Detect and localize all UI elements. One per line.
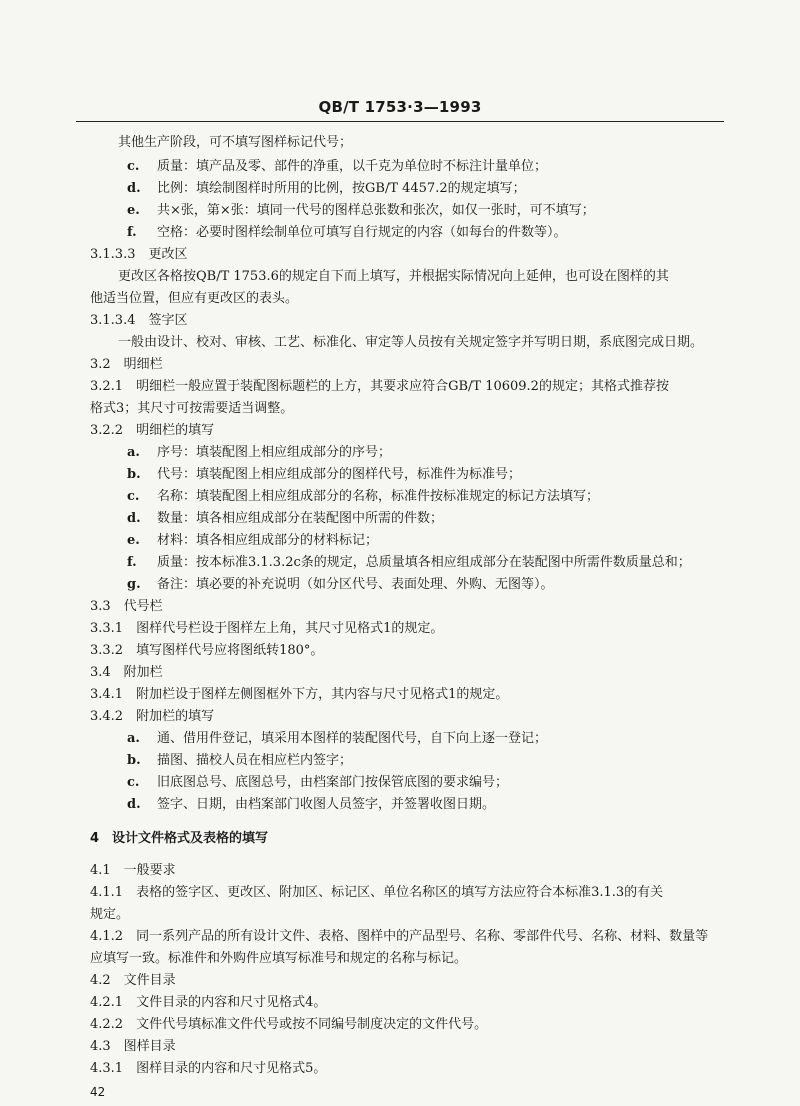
list-text: 比例：填绘制图样时所用的比例，按GB/T 4457.2的规定填写； <box>157 181 526 196</box>
list-label: e. <box>127 203 140 218</box>
list-text: 备注：填必要的补充说明（如分区代号、表面处理、外购、无图等）。 <box>157 577 554 592</box>
list-item <box>127 181 526 197</box>
list-text: 质量：填产品及零、部件的净重，以千克为单位时不标注计量单位； <box>157 159 548 174</box>
list-label: d. <box>127 797 141 812</box>
list-item <box>127 445 391 461</box>
paragraph-line: 一般由设计、校对、审核、工艺、标准化、审定等人员按有关规定签字并写明日期，系底图完成日期。 <box>118 335 704 350</box>
paragraph-line: 4.1.1 表格的签字区、更改区、附加区、标记区、单位名称区的填写方法应符合本标准3.1.3的有关 <box>90 885 664 900</box>
list-item <box>127 467 521 483</box>
text-line: 其他生产阶段，可不填写图样标记代号； <box>118 135 353 150</box>
list-label: f. <box>127 225 137 240</box>
list-text: 名称：填装配图上相应组成部分的名称，标准件按标准规定的标记方法填写； <box>157 489 600 504</box>
section-heading: 4.2 文件目录 <box>90 973 176 988</box>
list-text: 代号：填装配图上相应组成部分的图样代号，标准件为标准号； <box>157 467 522 482</box>
list-label: d. <box>127 511 141 526</box>
section-heading: 3.4 附加栏 <box>90 665 163 680</box>
header-rule <box>76 121 724 122</box>
list-item <box>127 775 508 791</box>
page-number: 42 <box>90 1085 106 1099</box>
paragraph-line: 格式3；其尺寸可按需要适当调整。 <box>90 401 294 416</box>
list-item <box>127 159 547 175</box>
list-label: c. <box>127 489 140 504</box>
list-label: b. <box>127 467 141 482</box>
list-text: 材料：填各相应组成部分的材料标记； <box>157 533 379 548</box>
list-item <box>127 489 599 505</box>
list-label: g. <box>127 577 141 592</box>
paragraph-line: 3.3.2 填写图样代号应将图纸转180°。 <box>90 643 324 658</box>
list-label: f. <box>127 555 137 570</box>
standard-code-header: QB/T 1753·3—1993 <box>318 98 482 116</box>
list-item <box>127 753 352 769</box>
list-label: b. <box>127 753 141 768</box>
list-label: a. <box>127 445 140 460</box>
list-item <box>127 731 547 747</box>
paragraph-line: 他适当位置，但应有更改区的表头。 <box>90 291 299 306</box>
paragraph-line: 4.2.2 文件代号填标准文件代号或按不同编号制度决定的文件代号。 <box>90 1017 488 1032</box>
section-heading: 3.4.2 附加栏的填写 <box>90 709 215 724</box>
chapter-heading: 4 设计文件格式及表格的填写 <box>90 831 269 846</box>
list-item <box>127 577 554 593</box>
paragraph-line: 4.2.1 文件目录的内容和尺寸见格式4。 <box>90 995 327 1010</box>
list-item <box>127 797 495 813</box>
list-label: c. <box>127 775 140 790</box>
section-heading: 3.2 明细栏 <box>90 357 163 372</box>
paragraph-line: 3.3.1 图样代号栏设于图样左上角，其尺寸见格式1的规定。 <box>90 621 444 636</box>
list-text: 空格：必要时图样绘制单位可填写自行规定的内容（如每台的件数等）。 <box>157 225 567 240</box>
section-heading: 3.3 代号栏 <box>90 599 163 614</box>
list-text: 通、借用件登记，填采用本图样的装配图代号，自下向上逐一登记； <box>157 731 548 746</box>
list-label: a. <box>127 731 140 746</box>
list-text: 数量：填各相应组成部分在装配图中所需的件数； <box>157 511 444 526</box>
list-text: 质量：按本标准3.1.3.2c条的规定，总质量填各相应组成部分在装配图中所需件数质量总和； <box>157 555 691 570</box>
list-text: 序号：填装配图上相应组成部分的序号； <box>157 445 392 460</box>
list-label: e. <box>127 533 140 548</box>
paragraph-line: 应填写一致。标准件和外购件应填写标准号和规定的名称与标记。 <box>90 951 468 966</box>
paragraph-line: 4.1.2 同一系列产品的所有设计文件、表格、图样中的产品型号、名称、零部件代号、名称、材料、数量等 <box>90 929 709 944</box>
list-label: c. <box>127 159 140 174</box>
section-heading: 3.1.3.3 更改区 <box>90 247 188 262</box>
list-item <box>127 555 691 571</box>
list-item <box>127 203 595 219</box>
paragraph-line: 3.2.1 明细栏一般应置于装配图标题栏的上方，其要求应符合GB/T 10609.2的规定；其格式推荐按 <box>90 379 669 394</box>
paragraph-line: 更改区各格按QB/T 1753.6的规定自下而上填写，并根据实际情况向上延伸，也可设在图样的其 <box>118 269 669 284</box>
section-heading: 3.2.2 明细栏的填写 <box>90 423 215 438</box>
list-item <box>127 225 567 241</box>
list-item <box>127 511 443 527</box>
list-text: 旧底图总号、底图总号，由档案部门按保管底图的要求编号； <box>157 775 509 790</box>
section-heading: 4.1 一般要求 <box>90 863 176 878</box>
section-heading: 4.3 图样目录 <box>90 1039 176 1054</box>
paragraph-line: 3.4.1 附加栏设于图样左侧图框外下方，其内容与尺寸见格式1的规定。 <box>90 687 509 702</box>
section-heading: 3.1.3.4 签字区 <box>90 313 188 328</box>
list-item <box>127 533 378 549</box>
paragraph-line: 4.3.1 图样目录的内容和尺寸见格式5。 <box>90 1061 327 1076</box>
list-text: 共×张，第×张：填同一代号的图样总张数和张次，如仅一张时，可不填写； <box>157 203 595 218</box>
list-text: 签字、日期，由档案部门收图人员签字，并签署收图日期。 <box>157 797 496 812</box>
list-label: d. <box>127 181 141 196</box>
list-text: 描图、描校人员在相应栏内签字； <box>157 753 353 768</box>
paragraph-line: 规定。 <box>90 907 130 922</box>
